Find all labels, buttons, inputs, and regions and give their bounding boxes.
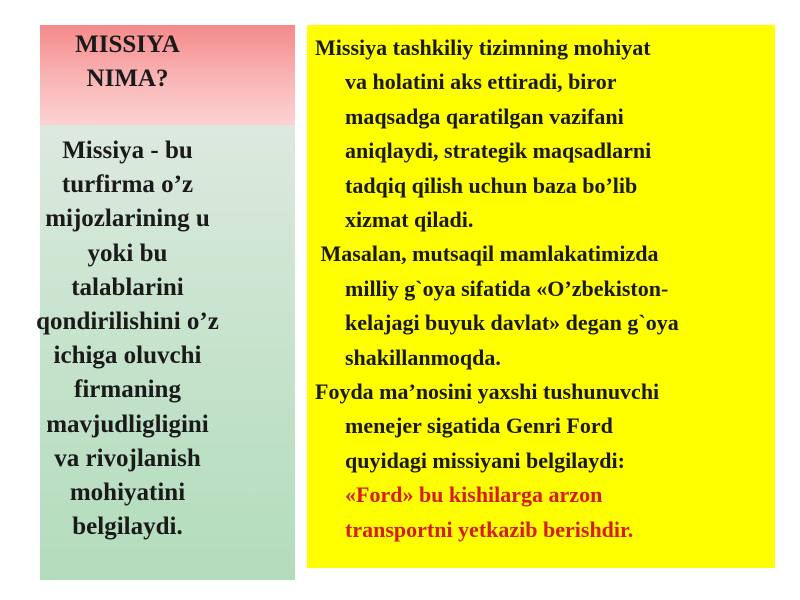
definition-line: belgilaydi. <box>72 513 183 541</box>
definition-line: yoki bu <box>87 239 168 267</box>
paragraph-line: maqsadga qaratilgan vazifani <box>345 103 624 129</box>
paragraph-mission-role <box>315 31 770 237</box>
definition-line: firmaning <box>74 376 181 404</box>
definition-line: Missiya - bu <box>62 137 193 164</box>
paragraph-line: quyidagi missiyani belgilaydi: <box>345 447 625 473</box>
definition-line: turfirma o’z <box>61 171 194 199</box>
paragraph-line: Missiya tashkiliy tizimning mohiyat <box>315 35 651 60</box>
paragraph-line: xizmat qiladi. <box>345 207 474 233</box>
definition-line: mijozlarining u <box>45 205 210 233</box>
paragraph-line: va holatini aks ettiradi, biror <box>345 69 617 95</box>
definition-line: ichiga oluvchi <box>53 342 202 370</box>
paragraph-line: shakillanmoqda. <box>345 344 501 370</box>
paragraph-line: aniqlaydi, strategik maqsadlarni <box>345 138 652 164</box>
paragraph-line: Foyda ma’nosini yaxshi tushunuvchi <box>315 379 660 405</box>
definition-line: mavjudligligini <box>46 410 209 438</box>
mission-question-title <box>0 28 255 96</box>
ford-mission-highlight: «Ford» bu kishilarga arzon <box>345 482 603 508</box>
ford-mission-highlight: transportni yetkazib berishdir. <box>345 516 634 542</box>
definition-line: mohiyatini <box>69 479 186 507</box>
paragraph-national-idea-example <box>315 237 770 375</box>
paragraph-line: milliy g`oya sifatida «O’zbekiston- <box>345 275 669 301</box>
paragraph-ford-example <box>315 375 770 547</box>
paragraph-line: menejer sigatida Genri Ford <box>345 413 613 439</box>
mission-definition-text <box>6 134 249 544</box>
definition-line: qondirilishini o’z <box>36 308 219 336</box>
definition-line: va rivojlanish <box>54 444 201 472</box>
paragraph-line: tadqiq qilish uchun baza bo’lib <box>345 172 638 198</box>
definition-line: talablarini <box>71 273 184 301</box>
title-line: MISSIYA <box>75 31 180 58</box>
title-line: NIMA? <box>86 65 169 92</box>
mission-explanation-text <box>315 31 770 547</box>
paragraph-line: kelajagi buyuk davlat» degan g`oya <box>345 310 679 336</box>
paragraph-line: Masalan, mutsaqil mamlakatimizda <box>315 241 659 267</box>
